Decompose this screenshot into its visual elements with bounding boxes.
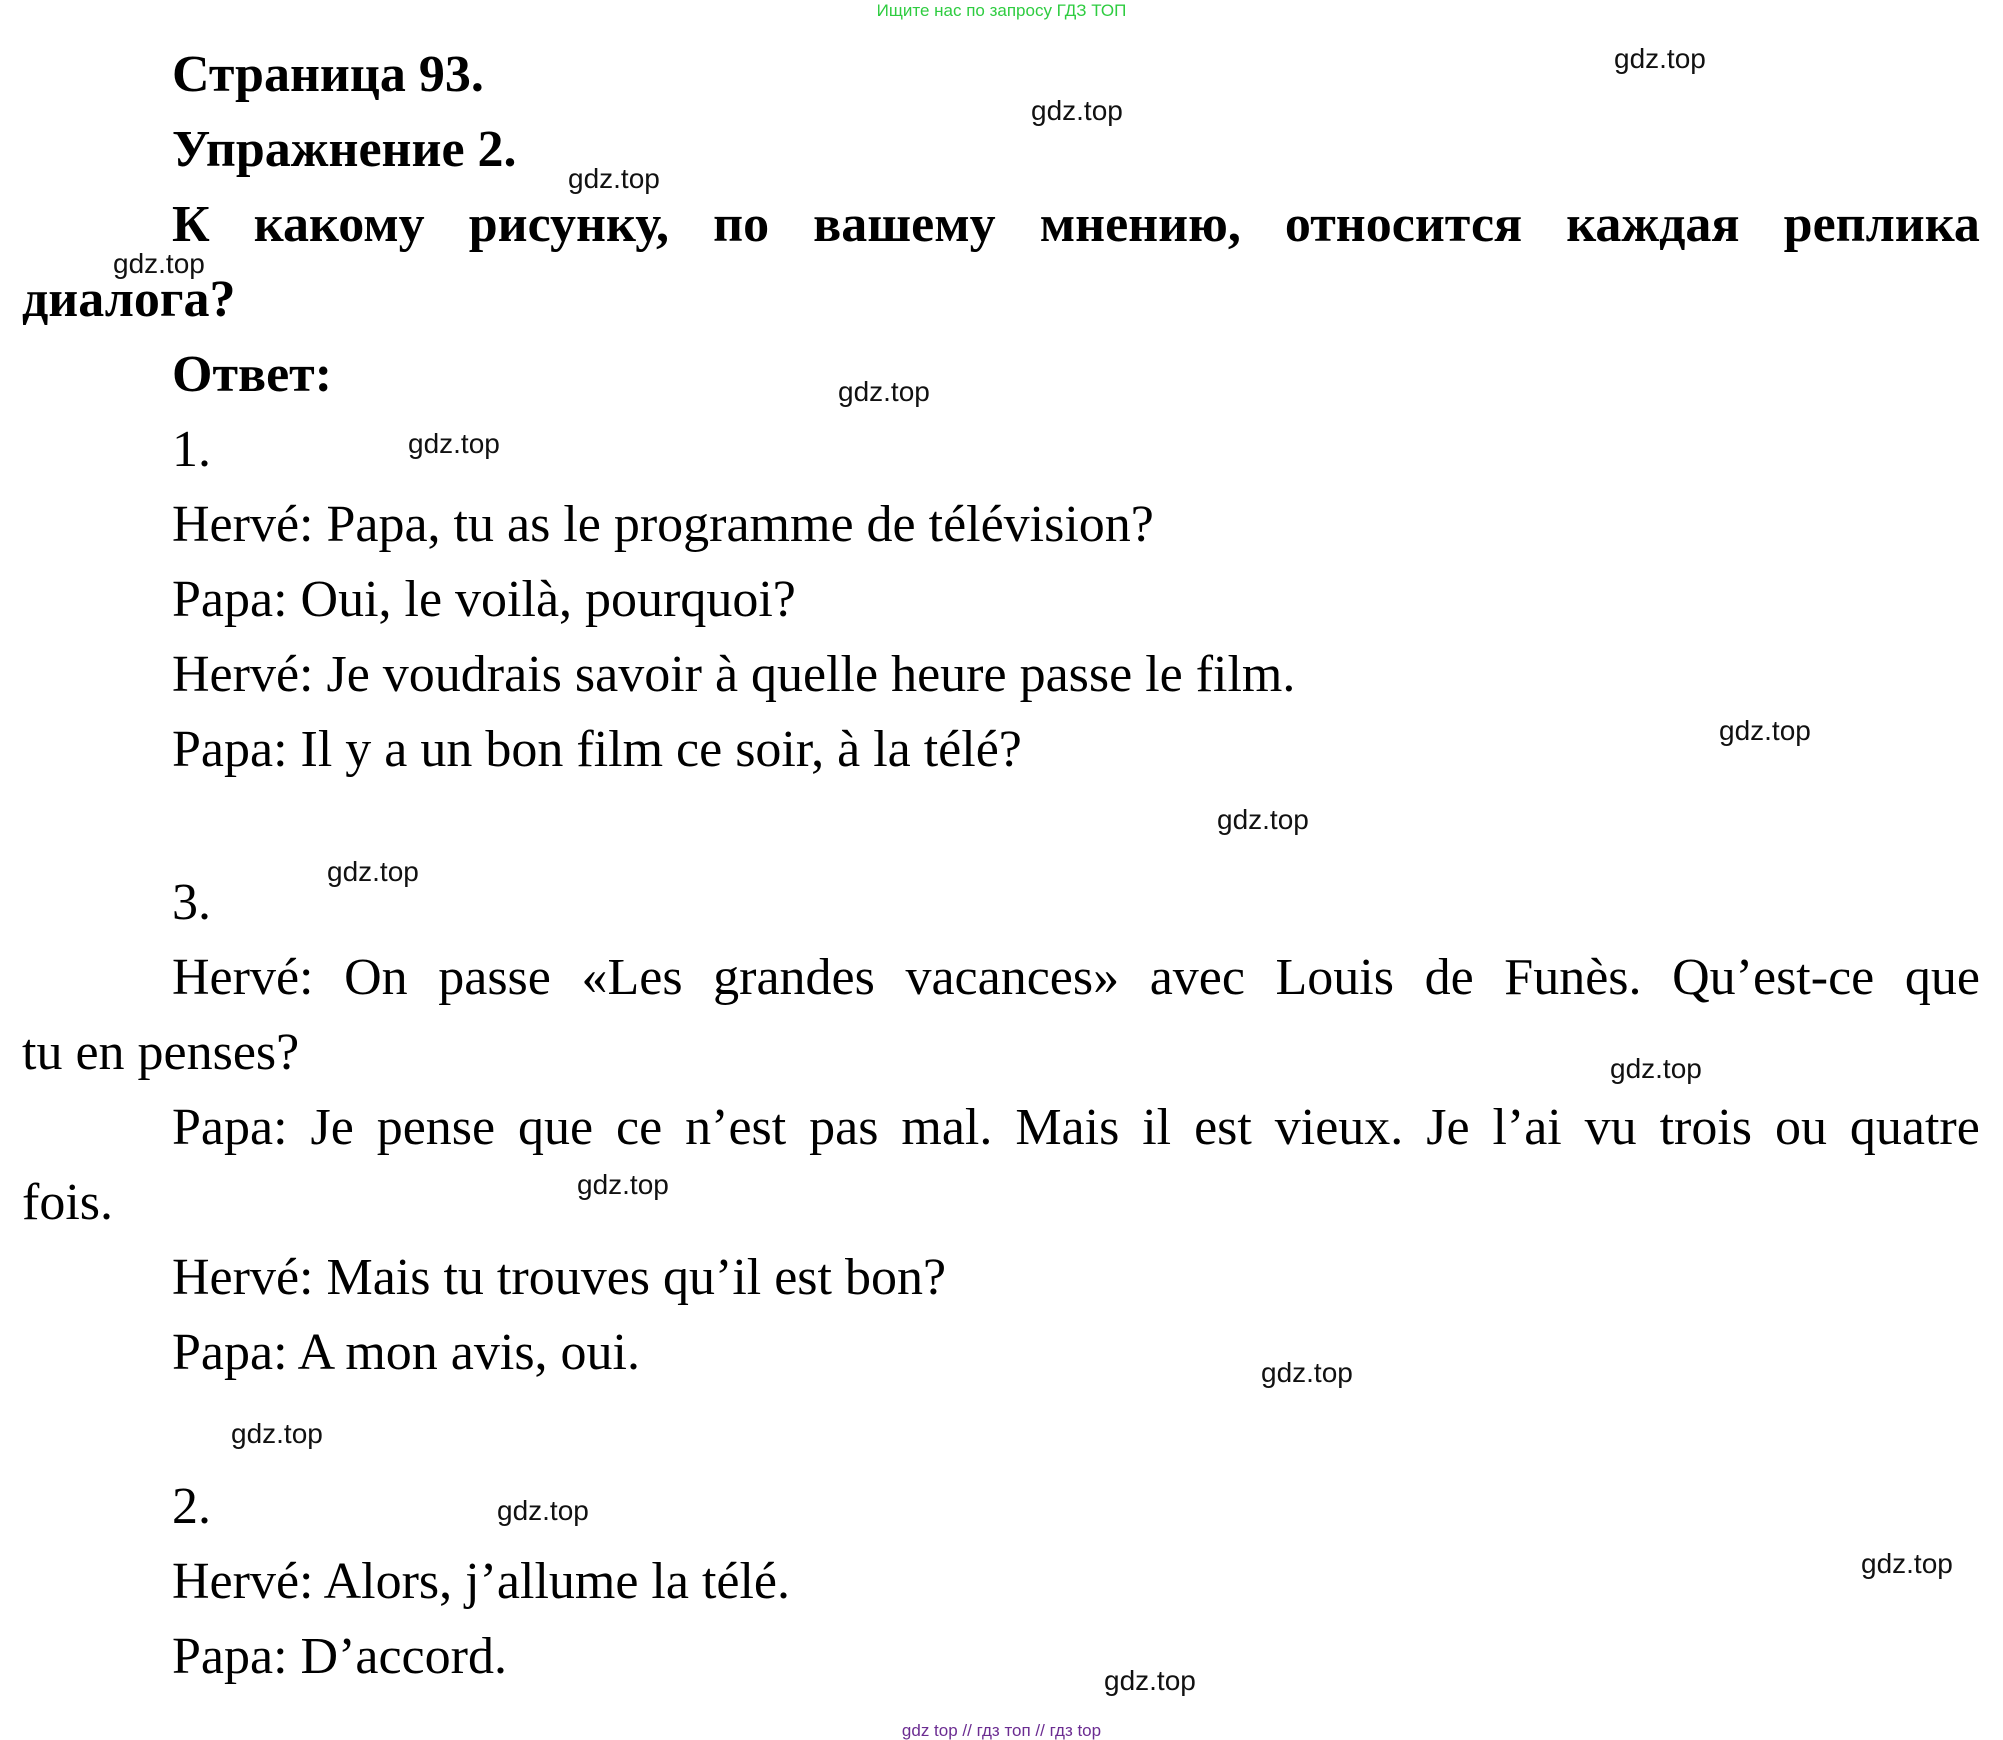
word: n’est xyxy=(685,1099,787,1156)
watermark: gdz.top xyxy=(231,1418,323,1449)
dialog-1-line-3: Hervé: Je voudrais savoir à quelle heure passe le film. xyxy=(172,646,1296,703)
watermark: gdz.top xyxy=(838,376,930,407)
word: Louis xyxy=(1275,949,1394,1006)
word: passe xyxy=(438,949,551,1006)
dialog-3-line-4: Papa: A mon avis, oui. xyxy=(172,1324,640,1381)
word: l’ai xyxy=(1492,1099,1562,1156)
word: pas xyxy=(809,1099,879,1156)
word: de xyxy=(1424,949,1474,1006)
word: trois xyxy=(1659,1099,1753,1156)
dialog-3-line-2 xyxy=(172,1098,1980,1158)
word: que xyxy=(518,1099,594,1156)
answer-label: Ответ: xyxy=(172,346,333,403)
task-line-1 xyxy=(172,195,1980,255)
watermark: gdz.top xyxy=(577,1169,669,1200)
dialog-1-line-4: Papa: Il y a un bon film ce soir, à la télé? xyxy=(172,721,1022,778)
dialog-1-line-2: Papa: Oui, le voilà, pourquoi? xyxy=(172,571,796,628)
word: grandes xyxy=(713,949,875,1006)
word: mal. xyxy=(901,1099,993,1156)
word: ce xyxy=(616,1099,663,1156)
word: que xyxy=(1904,949,1980,1006)
word: К xyxy=(172,196,210,253)
watermark: gdz.top xyxy=(408,428,500,459)
word: vieux. xyxy=(1274,1099,1404,1156)
watermark: gdz.top xyxy=(113,248,205,279)
word: относится xyxy=(1284,196,1523,253)
word: Qu’est-ce xyxy=(1672,949,1875,1006)
dialog-2-line-1: Hervé: Alors, j’allume la télé. xyxy=(172,1553,791,1610)
dialog-1-line-1: Hervé: Papa, tu as le programme de télévision? xyxy=(172,496,1154,553)
word: vacances» xyxy=(905,949,1120,1006)
dialog-2-line-2: Papa: D’accord. xyxy=(172,1628,507,1685)
exercise-title: Упражнение 2. xyxy=(172,121,517,178)
word: quatre xyxy=(1849,1099,1980,1156)
watermark: gdz.top xyxy=(1217,804,1309,835)
watermark: gdz.top xyxy=(1614,43,1706,74)
word: vu xyxy=(1584,1099,1637,1156)
watermark: gdz.top xyxy=(1719,715,1811,746)
word: Je xyxy=(310,1099,354,1156)
watermark: gdz.top xyxy=(1104,1665,1196,1696)
watermark: gdz.top xyxy=(1261,1357,1353,1388)
dialog-3-number: 3. xyxy=(172,874,211,931)
word: pense xyxy=(376,1099,496,1156)
word: «Les xyxy=(581,949,683,1006)
dialog-1-number: 1. xyxy=(172,421,211,478)
word: Mais xyxy=(1015,1099,1120,1156)
watermark: gdz.top xyxy=(568,163,660,194)
dialog-3-line-1-cont: tu en penses? xyxy=(22,1024,300,1081)
dialog-3-line-2-cont: fois. xyxy=(22,1174,113,1231)
word: вашему xyxy=(813,196,996,253)
dialog-2-number: 2. xyxy=(172,1478,211,1535)
dialog-3-line-3: Hervé: Mais tu trouves qu’il est bon? xyxy=(172,1249,947,1306)
watermark: gdz.top xyxy=(1031,95,1123,126)
watermark: gdz.top xyxy=(327,856,419,887)
word: avec xyxy=(1149,949,1245,1006)
watermark: gdz.top xyxy=(1861,1548,1953,1579)
word: Papa: xyxy=(172,1099,288,1156)
word: какому xyxy=(253,196,425,253)
word: il xyxy=(1142,1099,1172,1156)
word: рисунку, xyxy=(468,196,670,253)
page-title: Страница 93. xyxy=(172,46,484,103)
word: по xyxy=(713,196,770,253)
watermark: gdz.top xyxy=(1610,1053,1702,1084)
word: On xyxy=(344,949,408,1006)
word: Funès. xyxy=(1504,949,1642,1006)
word: Hervé: xyxy=(172,949,314,1006)
word: ou xyxy=(1774,1099,1827,1156)
footer-links: gdz top // гдз топ // гдз top xyxy=(901,1721,1102,1740)
word: реплика xyxy=(1783,196,1980,253)
word: Je xyxy=(1426,1099,1470,1156)
top-banner: Ищите нас по запросу ГДЗ ТОП xyxy=(876,1,1127,20)
watermark: gdz.top xyxy=(497,1495,589,1526)
dialog-3-line-1 xyxy=(172,948,1980,1008)
task-line-2: диалога? xyxy=(22,271,236,328)
word: est xyxy=(1194,1099,1252,1156)
word: каждая xyxy=(1566,196,1740,253)
word: мнению, xyxy=(1039,196,1241,253)
